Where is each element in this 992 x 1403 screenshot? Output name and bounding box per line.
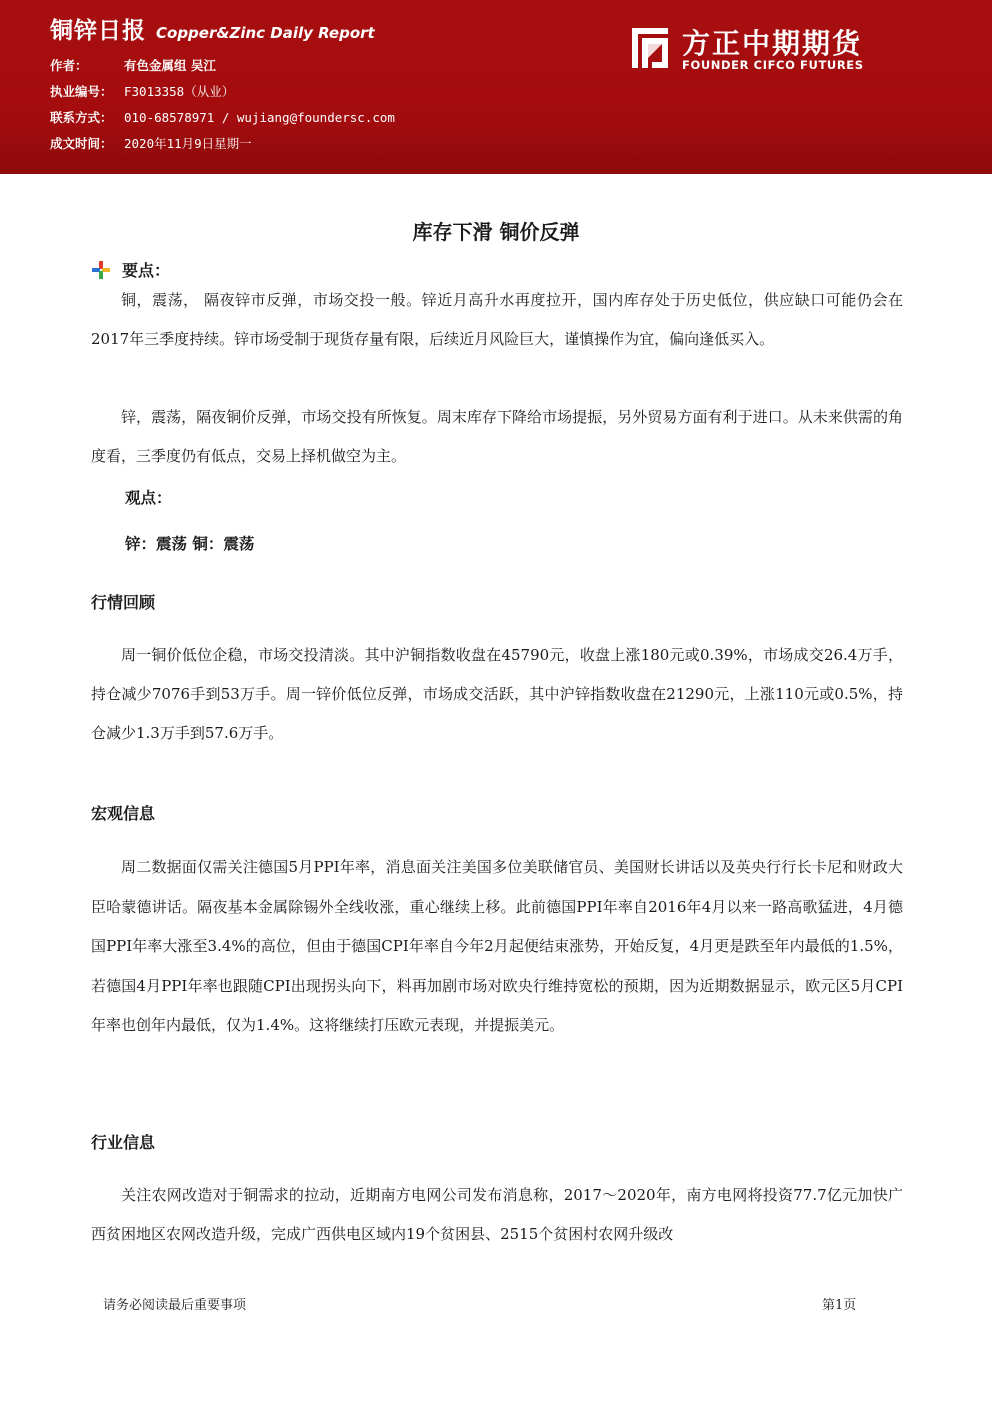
date-value: 2020年11月9日星期一 [124, 136, 252, 151]
author-value: 有色金属组 吴江 [124, 58, 216, 73]
section-heading-market-review: 行情回顾 [91, 593, 156, 612]
logo-text-en: FOUNDER CIFCO FUTURES [682, 58, 864, 72]
license-row [50, 82, 234, 100]
section-text-industry: 关注农网改造对于铜需求的拉动，近期南方电网公司发布消息称，2017～2020年，南方电网将投资77.7亿元加快广西贫困地区农网改造升级，完成广西供电区域内19个贫困县、2515个贫困村农网升级改 [91, 1186, 903, 1243]
company-logo [626, 22, 886, 78]
document-title: 库存下滑 铜价反弹 [412, 220, 580, 244]
report-title [50, 12, 375, 45]
contact-value: 010-68578971 / wujiang@foundersc.com [124, 110, 395, 125]
date-row [50, 134, 252, 152]
report-header [0, 0, 992, 174]
logo-text-cn: 方正中期期货 [682, 27, 863, 60]
keypoint-paragraph-zinc: 锌，震荡，隔夜铜价反弹，市场交投有所恢复。周末库存下降给市场提振，另外贸易方面有利于进口。从未来供需的角度看，三季度仍有低点，交易上择机做空为主。 [91, 408, 903, 465]
keypoints-label: 要点： [122, 261, 171, 280]
page-number: 第1页 [822, 1298, 857, 1313]
contact-row [50, 108, 395, 126]
author-label: 作者： [50, 58, 88, 73]
license-value: F3013358（从业） [124, 84, 235, 99]
four-color-bullet-icon [92, 261, 110, 279]
report-title-cn: 铜锌日报 [50, 18, 146, 44]
report-title-en: Copper&Zinc Daily Report [156, 24, 375, 42]
author-row [50, 56, 216, 74]
footer-notice: 请务必阅读最后重要事项 [103, 1298, 247, 1313]
contact-label: 联系方式： [50, 110, 113, 125]
view-value: 锌：震荡 铜：震荡 [125, 535, 255, 553]
section-heading-industry: 行业信息 [91, 1133, 156, 1152]
license-label: 执业编号： [50, 84, 113, 99]
section-text-market-review: 周一铜价低位企稳，市场交投清淡。其中沪铜指数收盘在45790元，收盘上涨180元或0.39%，市场成交26.4万手，持仓减少7076手到53万手。周一锌价低位反弹，市场成交活跃，其中沪锌指数收盘在21290元，上涨110元或0.5%，持仓减少1.3万手到57.6万手。 [91, 646, 903, 742]
section-heading-macro: 宏观信息 [91, 804, 156, 823]
keypoints-heading [92, 258, 170, 281]
keypoint-paragraph-copper: 铜，震荡， 隔夜锌市反弹，市场交投一般。锌近月高升水再度拉开，国内库存处于历史低位，供应缺口可能仍会在2017年三季度持续。锌市场受制于现货存量有限，后续近月风险巨大，谨慎操作为宜，偏向逢低买入。 [91, 291, 903, 348]
section-text-macro: 周二数据面仅需关注德国5月PPI年率，消息面关注美国多位美联储官员、美国财长讲话以及英央行行长卡尼和财政大臣哈蒙德讲话。隔夜基本金属除锡外全线收涨，重心继续上移。此前德国PPI年率自2016年4月以来一路高歌猛进，4月德国PPI年率大涨至3.4%的高位，但由于德国CPI年率自今年2月起便结束涨势，开始反复，4月更是跌至年内最低的1.5%，若德国4月PPI年率也跟随CPI出现拐头向下，料再加剧市场对欧央行维持宽松的预期，因为近期数据显示，欧元区5月CPI年率也创年内最低，仅为1.4%。这将继续打压欧元表现，并提振美元。 [91, 858, 903, 1034]
view-heading: 观点： [125, 489, 172, 507]
date-label: 成文时间： [50, 136, 113, 151]
founder-logo-icon [626, 24, 674, 72]
